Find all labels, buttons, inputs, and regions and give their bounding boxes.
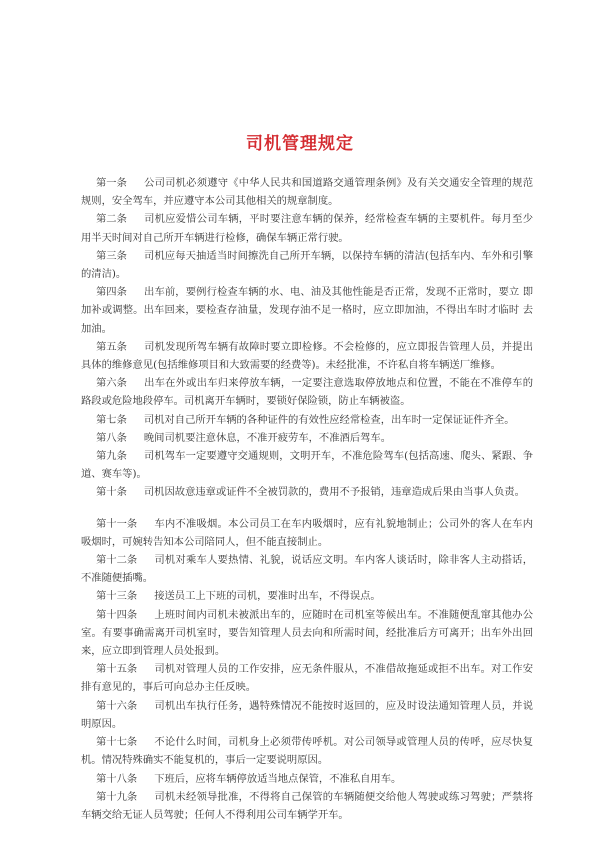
- article-paragraph: [81, 429, 533, 447]
- article-paragraph: [81, 788, 533, 824]
- article-text: 出车在外或出车归来停放车辆，一定要注意选取停放地点和位置，不能在不准停车的路段或危险地段停车。司机离开车辆时，要锁好保险锁，防止车辆被盗。: [81, 377, 533, 408]
- article-label: 第三条: [96, 249, 127, 262]
- article-label: 第十八条: [96, 772, 138, 785]
- article-label: 第十五条: [96, 663, 138, 676]
- article-paragraph: [81, 174, 533, 210]
- article-text: 晚间司机要注意休息，不准开疲劳车，不准酒后驾车。: [143, 431, 392, 444]
- article-paragraph: [81, 483, 533, 501]
- article-text: 司机对自己所开车辆的各种证件的有效性应经常检查，出车时一定保证证件齐全。: [143, 413, 515, 426]
- article-paragraph: [81, 551, 533, 587]
- article-text: 司机应爱惜公司车辆，平时要注意车辆的保养，经常检查车辆的主要机件。每月至少用半天时间对自己所开车辆进行检修，确保车辆正常行驶。: [81, 213, 533, 244]
- article-label: 第五条: [96, 340, 127, 353]
- article-label: 第八条: [96, 431, 127, 444]
- article-paragraph: [81, 374, 533, 410]
- article-text: 接送员工上下班的司机，要准时出车，不得误点。: [154, 590, 381, 603]
- article-text: 司机未经领导批准，不得将自己保管的车辆随便交给他人驾驶或练习驾驶；严禁将车辆交给无证人员驾驶；任何人不得利用公司车辆学开车。: [81, 790, 533, 821]
- article-label: 第十四条: [96, 608, 138, 621]
- article-label: 第十九条: [96, 790, 138, 803]
- article-paragraph: [81, 660, 533, 696]
- article-label: 第一条: [96, 177, 127, 189]
- article-paragraph: [81, 587, 533, 605]
- article-label: 第二条: [96, 213, 127, 226]
- article-label: 第十二条: [96, 554, 138, 567]
- article-paragraph: [81, 411, 533, 429]
- article-paragraph: [81, 210, 533, 246]
- section-gap: [81, 502, 533, 515]
- article-text: 司机应每天抽适当时间擦洗自己所开车辆，以保持车辆的清洁(包括车内、车外和引擎的清洁)。: [81, 249, 533, 281]
- article-paragraph: [81, 697, 533, 733]
- document-title: 司机管理规定: [246, 134, 354, 154]
- article-paragraph: [81, 283, 533, 338]
- article-text: 车内不准吸烟。本公司员工在车内吸烟时，应有礼貌地制止；公司外的客人在车内吸烟时，可婉转告知本公司陪同人，但不能直接制止。: [81, 517, 533, 548]
- document-body: [81, 174, 533, 824]
- article-paragraph: [81, 247, 533, 283]
- article-paragraph: [81, 606, 533, 661]
- article-paragraph: [81, 338, 533, 374]
- article-label: 第九条: [96, 450, 127, 463]
- article-label: 第七条: [96, 413, 127, 426]
- article-text: 司机驾车一定要遵守交通规则，文明开车，不准危险驾车(包括高速、爬头、紧跟、争道、赛车等)。: [81, 450, 533, 481]
- article-text: 出车前，要例行检查车辆的水、电、油及其他性能是否正常，发现不正常时，要立 即加补或调整。出车回来，要检查存油量，发现存油不足一格时，应立即加油，不得出车时才临时 去加油。: [81, 286, 533, 335]
- article-label: 第十条: [96, 486, 127, 499]
- article-paragraph: [81, 515, 533, 551]
- article-text: 司机对管理人员的工作安排，应无条件服从，不准借故拖延或拒不出车。对工作安排有意见的，事后可向总办主任反映。: [81, 663, 533, 694]
- article-text: 下班后，应将车辆停放适当地点保管，不准私自用车。: [154, 772, 402, 785]
- article-label: 第十七条: [96, 736, 138, 749]
- article-label: 第十三条: [96, 590, 138, 603]
- article-paragraph: [81, 770, 533, 788]
- article-label: 第十一条: [96, 517, 138, 530]
- article-label: 第六条: [96, 377, 127, 390]
- article-paragraph: [81, 733, 533, 769]
- article-paragraph: [81, 447, 533, 483]
- article-label: 第十六条: [96, 699, 138, 712]
- article-label: 第四条: [96, 286, 127, 299]
- article-text: 司机对乘车人要热情、礼貌，说话应文明。车内客人谈话时，除非客人主动搭话，不准随便插嘴。: [81, 554, 533, 585]
- article-text: 司机出车执行任务，遇特殊情况不能按时返回的，应及时设法通知管理人员，并说明原因。: [81, 699, 533, 730]
- article-text: 不论什么时间，司机身上必须带传呼机。对公司领导或管理人员的传呼，应尽快复机。情况特殊确实不能复机的，事后一定要说明原因。: [81, 736, 533, 767]
- article-text: 公司司机必须遵守《中华人民共和国道路交通管理条例》及有关交通安全管理的规范规则，安全驾车，并应遵守本公司其他相关的规章制度。: [81, 177, 533, 208]
- article-text: 司机发现所驾车辆有故障时要立即检修。不会检修的，应立即报告管理人员，并提出具体的维修意见(包括维修项目和大致需要的经费等)。未经批准，不许私自将车辆送厂维修。: [81, 340, 533, 372]
- article-text: 上班时间内司机未被派出车的，应随时在司机室等候出车。不准随便乱窜其他办公室。有要事确需离开司机室时，要告知管理人员去向和所需时间，经批准后方可离开；出车外出回来，应立即到管理人员处报到。: [81, 608, 533, 658]
- article-text: 司机因故意违章或证件不全被罚款的，费用不予报销，违章造成后果由当事人负责。: [143, 486, 525, 499]
